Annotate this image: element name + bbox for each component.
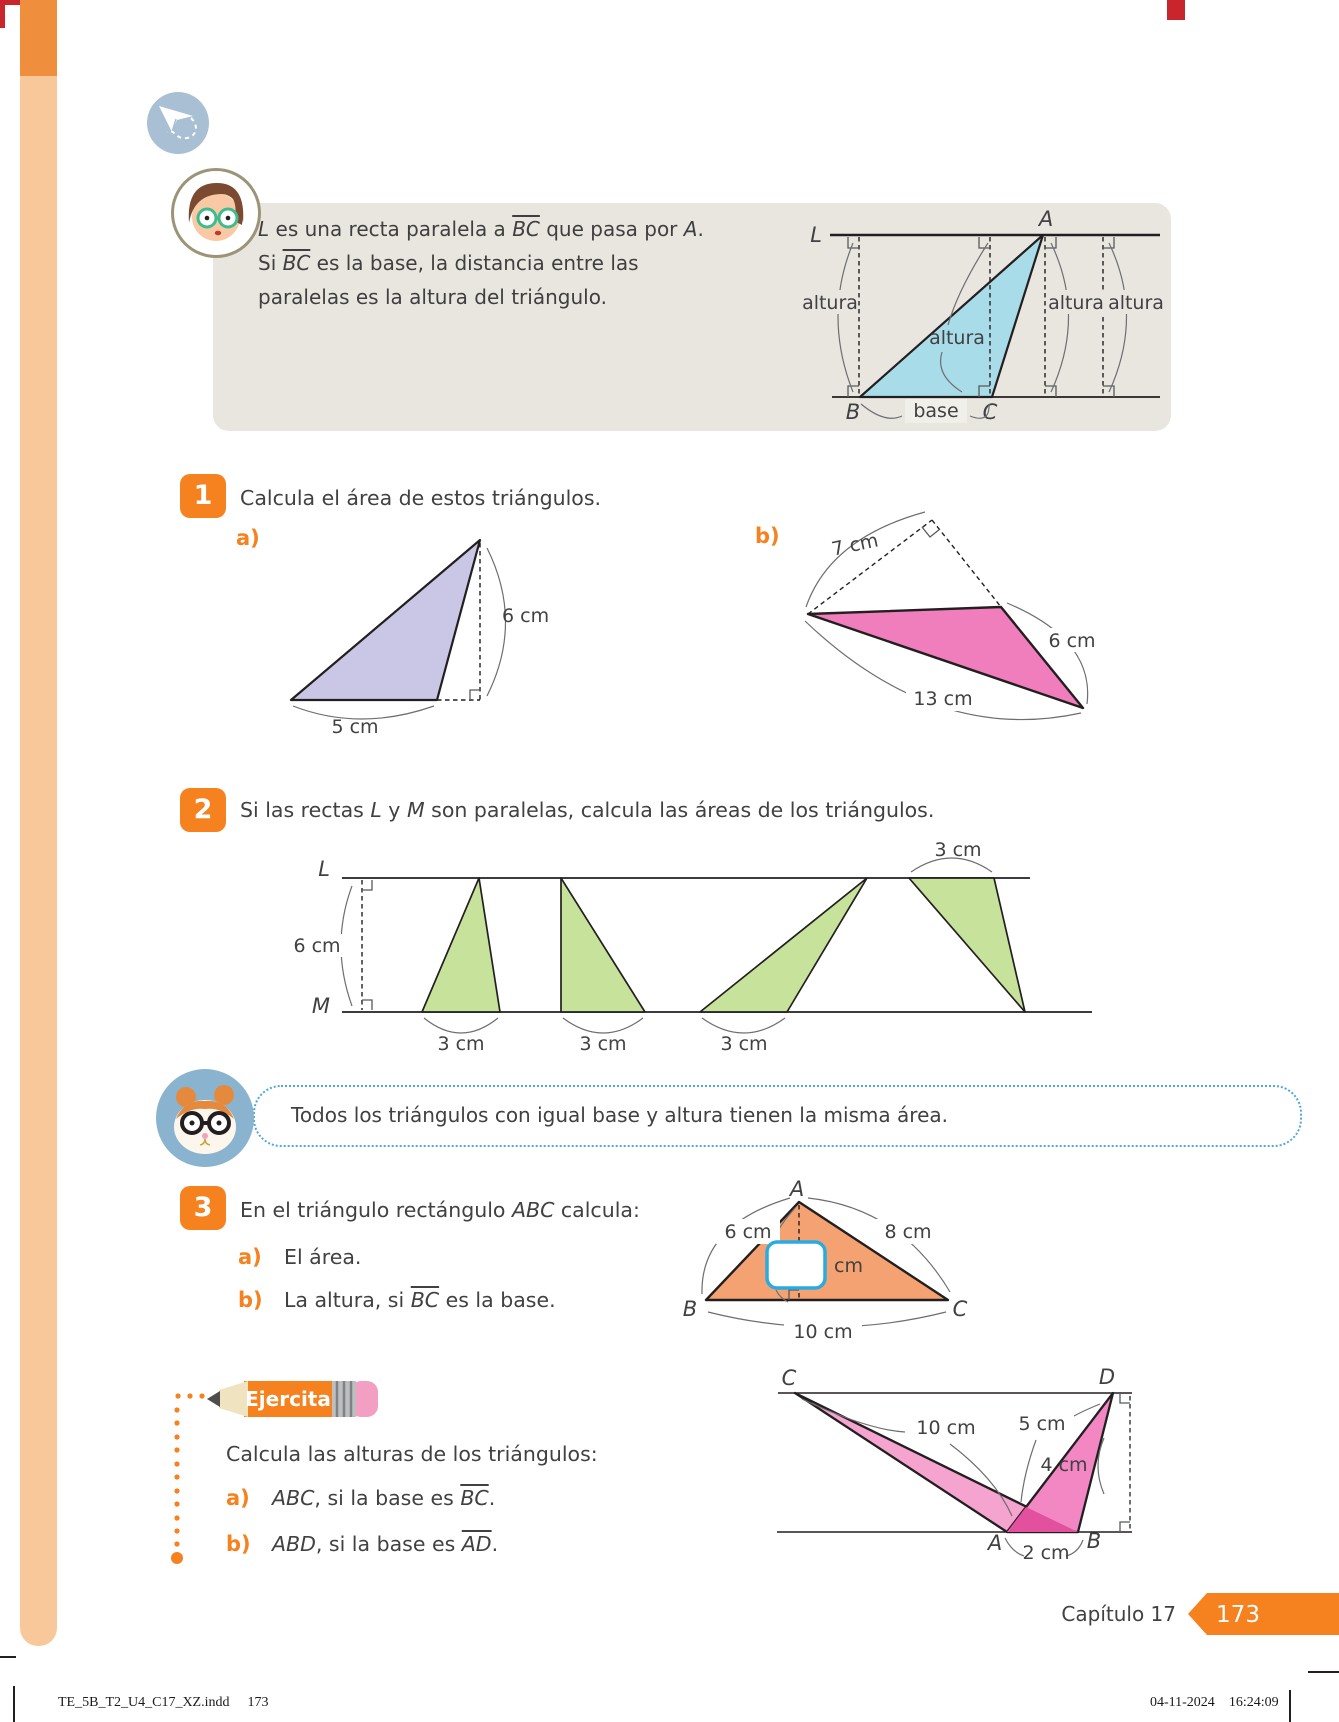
crop-mark-bottom-right-v: [1289, 1690, 1291, 1722]
base-label-4: 3 cm: [934, 839, 982, 861]
eye-left: [190, 1121, 195, 1126]
tip-text: Todos los triángulos con igual base y altura tienen la misma área.: [291, 1103, 948, 1127]
triangle-abc: [860, 235, 1043, 397]
page-badge-shape: [1188, 1593, 1339, 1635]
ejercita-item-a-label: a): [226, 1486, 250, 1510]
green-triangle-4: [909, 878, 1025, 1012]
green-triangle-2: [561, 878, 645, 1012]
altura-label-2: altura: [929, 327, 985, 349]
mouse-face: [156, 1069, 254, 1167]
pencil-icon: [207, 1381, 378, 1417]
ca-label: 10 cm: [916, 1417, 976, 1439]
answer-box[interactable]: [767, 1242, 825, 1288]
mouth: [215, 231, 221, 236]
triangle-a-figure: [260, 520, 560, 740]
base-label: 5 cm: [331, 716, 379, 738]
side-ac-label: 8 cm: [884, 1221, 932, 1243]
speech-line1: L es una recta paralela a $\overline{BC}$ que pasa por A.: [258, 217, 704, 241]
label-A: A: [789, 1177, 805, 1201]
right-angle-bottom: [1120, 1522, 1130, 1532]
green-triangle-1: [422, 878, 500, 1012]
triangle-abc: [706, 1202, 948, 1300]
height-arc: [806, 512, 925, 607]
triangle-a: [291, 540, 480, 700]
side-label: 6 cm: [1048, 630, 1096, 652]
height-dashed-2: [932, 520, 1001, 607]
altura-diagram: [770, 196, 1180, 436]
exercise1-number: 1: [180, 474, 226, 518]
altura-label-4: altura: [1108, 292, 1164, 314]
altura-label-3: altura: [1048, 292, 1104, 314]
right-angle-mark: [922, 527, 940, 537]
ejercita-item-a-text: ABC, si la base es $\overline{BC}$.: [272, 1486, 496, 1510]
crop-mark-top-left-v: [0, 0, 5, 28]
exercise3-item-a-label: a): [238, 1245, 262, 1269]
base-label-2: 3 cm: [579, 1033, 627, 1055]
right-angle-bottom: [362, 1000, 372, 1010]
base-label-3: 3 cm: [720, 1033, 768, 1055]
label-B: B: [1086, 1529, 1102, 1553]
exercise3-number: 3: [180, 1186, 226, 1230]
exercise2-number: 2: [180, 788, 226, 832]
paper-plane-svg: [147, 92, 209, 154]
ab-label: 2 cm: [1022, 1542, 1070, 1564]
paper-plane-icon: [147, 92, 209, 154]
right-angle-mark: [470, 690, 480, 700]
triangle-b-figure: [780, 480, 1110, 730]
green-triangle-3: [700, 878, 867, 1012]
label-C: C: [781, 1366, 797, 1390]
exercise1-title: Calcula el área de estos triángulos.: [240, 486, 602, 510]
pencil-wood: [219, 1381, 248, 1417]
base-label-1: 3 cm: [437, 1033, 485, 1055]
green-triangles: [422, 878, 1025, 1012]
dotted-rule: [171, 1393, 205, 1564]
sidebar-bar-dark: [20, 0, 57, 78]
label-M: M: [311, 994, 330, 1018]
da-label: 5 cm: [1018, 1413, 1066, 1435]
right-triangle-figure: [640, 1155, 1020, 1350]
exercise1-item-b-label: b): [755, 524, 780, 548]
exercise3-title: En el triángulo rectángulo ABC calcula:: [240, 1198, 640, 1222]
exercise2-title: Si las rectas L y M son paralelas, calcula las áreas de los triángulos.: [240, 798, 935, 822]
ejercita-badge: Ejercita: [245, 1387, 331, 1411]
nose: [202, 1133, 208, 1139]
exercise3-item-b-text: La altura, si $\overline{BC}$ es la base.: [284, 1288, 556, 1312]
height-label: 7 cm: [829, 529, 881, 561]
label-C: C: [982, 400, 998, 424]
teacher-avatar: [171, 168, 261, 258]
speech-line2: Si $\overline{BC}$ es la base, la distancia entre las: [258, 251, 639, 275]
label-base: base: [913, 400, 959, 422]
answer-unit: cm: [834, 1255, 863, 1277]
altura-label-1: altura: [802, 292, 858, 314]
eye-right: [217, 1121, 222, 1126]
speech-line3: paralelas es la altura del triángulo.: [258, 285, 607, 309]
sidebar-bar: [20, 76, 57, 1646]
base-label: 13 cm: [913, 688, 973, 710]
crop-mark-top-right-tab: [1167, 0, 1185, 20]
label-C: C: [952, 1297, 968, 1321]
pencil-tip: [207, 1391, 220, 1407]
label-B: B: [845, 400, 861, 424]
side-ab-label: 6 cm: [724, 1221, 772, 1243]
label-L: L: [810, 223, 822, 247]
base-arc-left: [861, 404, 902, 418]
speech-note-text: [258, 212, 704, 314]
mouse-avatar: [156, 1069, 254, 1167]
ejercita-title: Calcula las alturas de los triángulos:: [226, 1442, 598, 1466]
eye-right: [226, 216, 231, 221]
ejercita-item-b-text: ABD, si la base es $\overline{AD}$.: [272, 1532, 499, 1556]
height-label: 6 cm: [502, 605, 550, 627]
footer-filename: TE_5B_T2_U4_C17_XZ.indd 173: [58, 1695, 269, 1710]
chapter-label: Capítulo 17: [1061, 1602, 1176, 1626]
crop-mark-bottom-left-h: [0, 1656, 16, 1658]
base-label: 10 cm: [793, 1321, 853, 1343]
exercise3-item-a-text: El área.: [284, 1245, 362, 1269]
crop-mark-bottom-left-v: [13, 1686, 15, 1722]
label-B: B: [682, 1297, 698, 1321]
crop-mark-bottom-right-h: [1308, 1671, 1339, 1673]
ejercita-item-b-label: b): [226, 1532, 251, 1556]
right-angle-top: [1120, 1393, 1130, 1403]
height-label: 4 cm: [1040, 1454, 1088, 1476]
abcd-figure: [740, 1360, 1180, 1565]
page-number: 173: [1216, 1602, 1260, 1628]
right-angle-top: [362, 880, 372, 890]
parallel-lines-figure: [280, 830, 1110, 1060]
label-A: A: [1038, 207, 1054, 231]
label-A: A: [987, 1531, 1003, 1555]
tip-note-box: [253, 1085, 1302, 1147]
rule-end-dot: [171, 1552, 183, 1564]
page-badge: [1188, 1593, 1339, 1635]
teacher-face: [174, 171, 258, 255]
label-D: D: [1098, 1365, 1116, 1389]
label-L: L: [318, 857, 330, 881]
eye-left: [205, 216, 210, 221]
exercise3-item-b-label: b): [238, 1288, 263, 1312]
exercise1-item-a-label: a): [236, 526, 260, 550]
footer-timestamp: 04-11-2024 16:24:09: [1150, 1695, 1279, 1710]
height-label: 6 cm: [293, 935, 341, 957]
